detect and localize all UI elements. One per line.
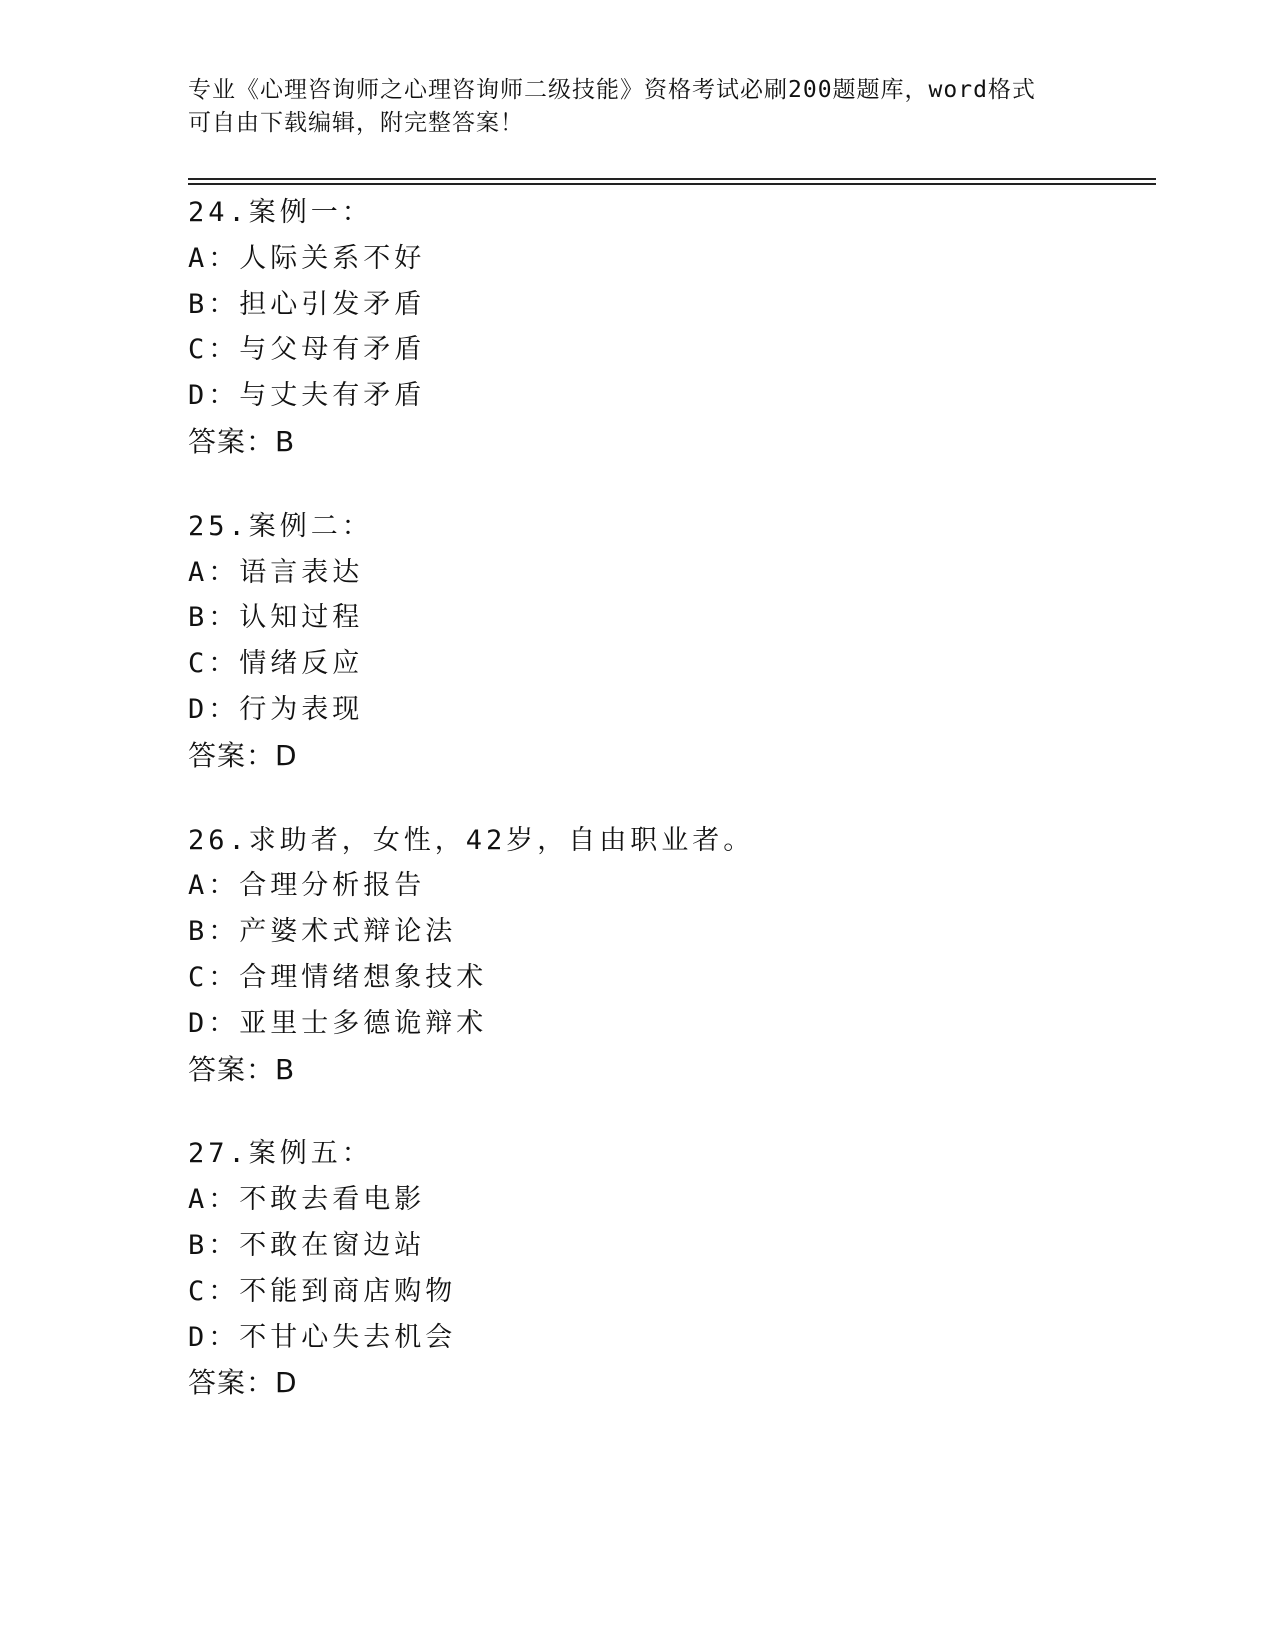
option-a: A：语言表达: [188, 556, 364, 588]
question-27: [188, 1131, 1148, 1406]
option-a: A：人际关系不好: [188, 242, 426, 274]
question-list: [188, 190, 1148, 1445]
answer-line: 答案：D: [188, 1366, 298, 1400]
question-stem: 26.求助者，女性，42岁，自由职业者。: [188, 824, 755, 856]
option-c: C：合理情绪想象技术: [188, 961, 488, 993]
option-d: D：亚里士多德诡辩术: [188, 1007, 488, 1039]
option-a: A：不敢去看电影: [188, 1184, 426, 1216]
option-c: C：不能到商店购物: [188, 1275, 457, 1307]
option-a: A：合理分析报告: [188, 870, 426, 902]
question-stem: 27.案例五：: [188, 1138, 373, 1170]
option-d: D：行为表现: [188, 693, 364, 725]
question-24: [188, 190, 1148, 465]
answer-line: 答案：B: [188, 424, 296, 458]
option-c: C：与父母有矛盾: [188, 334, 426, 366]
answer-line: 答案：B: [188, 1052, 296, 1086]
question-stem: 24.案例一：: [188, 197, 373, 228]
question-stem: 25.案例二：: [188, 510, 373, 542]
question-25: [188, 504, 1148, 779]
option-b: B：担心引发矛盾: [188, 288, 426, 320]
option-d: D：与丈夫有矛盾: [188, 380, 426, 412]
option-c: C：情绪反应: [188, 648, 364, 680]
header-line-1: 专业《心理咨询师之心理咨询师二级技能》资格考试必刷200题题库，word格式: [188, 77, 1036, 103]
header-divider-top: [188, 178, 1156, 180]
question-26: [188, 818, 1148, 1093]
option-d: D：不甘心失去机会: [188, 1321, 457, 1353]
header-line-2: 可自由下载编辑，附完整答案！: [188, 110, 524, 136]
answer-line: 答案：D: [188, 738, 298, 772]
option-b: B：认知过程: [188, 602, 364, 634]
option-b: B：不敢在窗边站: [188, 1229, 426, 1261]
header-divider-bottom: [188, 183, 1156, 185]
option-b: B：产婆术式辩论法: [188, 916, 457, 948]
document-header: [188, 74, 1088, 140]
